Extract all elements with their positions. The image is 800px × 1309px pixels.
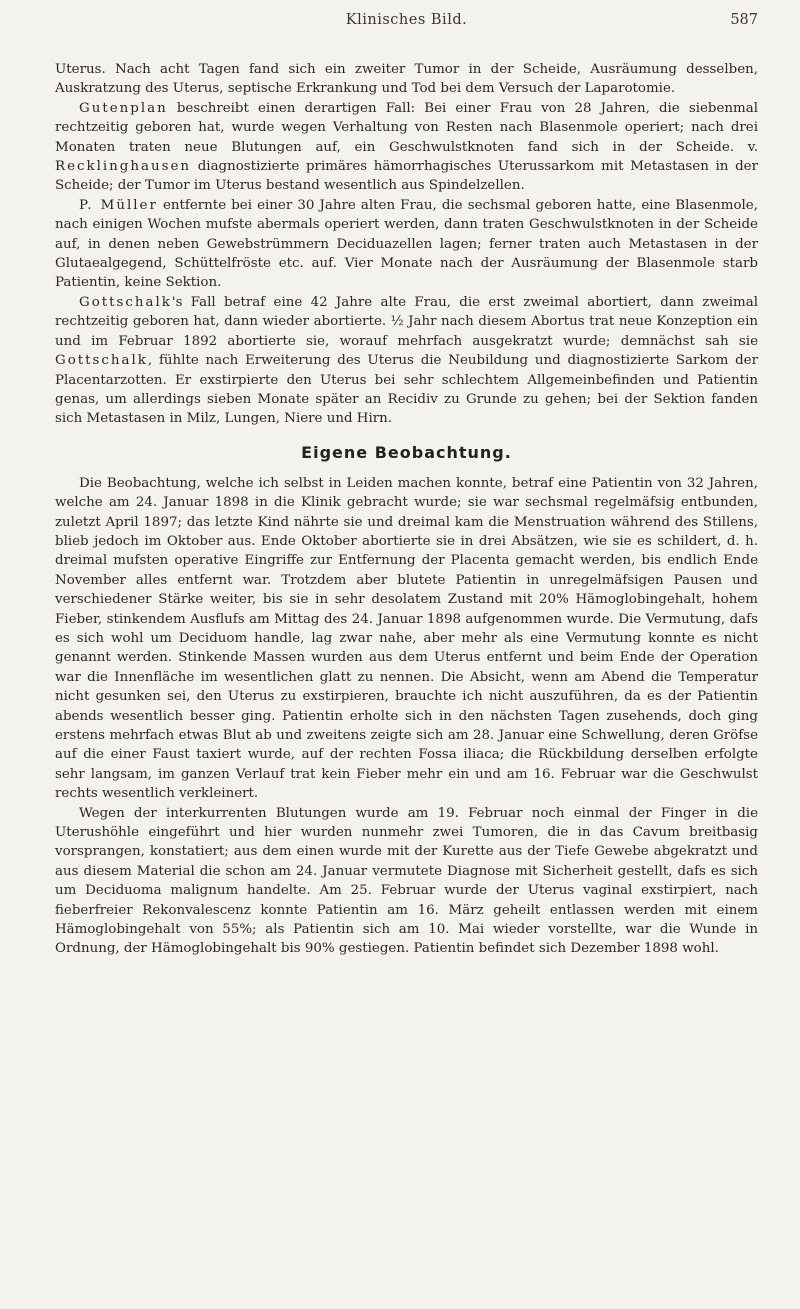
running-head-title: Klinisches Bild. <box>345 12 468 28</box>
paragraph-text: beschreibt einen derartigen Fall: Bei einer Frau von 28 Jahren, die siebenmal rechtzeitig geboren hat, wurde wegen Verhaltung von Resten nach Blasenmole operiert; nach drei Monaten traten neue Blutungen auf, ein Geschwulstknoten fand sich in der Scheide. v. <box>55 100 758 155</box>
paragraph-observation: Die Beobachtung, welche ich selbst in Leiden machen konnte, betraf eine Patientin von 32 Jahren, welche am 24. Januar 1898 in die Klinik gebracht wurde; sie war sechsmal regelmäfsig entbunden, zuletzt April 1897; das letzte Kind nährte sie und dreimal kam die Menstruation während des Stillens, blieb jedoch im Oktober aus. Ende Oktober abortierte sie in drei Absätzen, wie sie es schildert, d. h. dreimal mufsten operative Eingriffe zur Entfernung der Placenta gemacht werden, bis endlich Ende November alles entfernt war. Trotzdem aber blutete Patientin in unregelmäfsigen Pausen und verschiedener Stärke weiter, bis sie in sehr desolatem Zustand mit 20% Hämoglobingehalt, hohem Fieber, stinkendem Ausflufs am Mittag des 24. Januar 1898 aufgenommen wurde. Die Vermutung, dafs es sich wohl um Deciduom handle, lag zwar nahe, aber mehr als eine Vermutung konnte es nicht genannt werden. Stinkende Massen wurden aus dem Uterus entfernt und beim Ende der Operation war die Innenfläche im wesentlichen glatt zu nennen. Die Absicht, wenn am Abend die Temperatur nicht gesunken sei, den Uterus zu exstirpieren, brauchte ich nicht auszuführen, da es der Patientin abends wesentlich besser ging. Patientin erholte sich in den nächsten Tagen zusehends, doch ging erstens mehrfach etwas Blut ab und zweitens zeigte sich am 28. Januar eine Schwellung, deren Gröfse auf die einer Faust taxiert wurde, auf der rechten Fossa iliaca; die Rückbildung derselben erfolgte sehr langsam, im ganzen Verlauf trat kein Fieber mehr ein und am 16. Februar war die Geschwulst rechts wesentlich verkleinert. <box>55 475 758 802</box>
paragraph-mueller <box>55 196 758 293</box>
paragraph-text: 's Fall betraf eine 42 Jahre alte Frau, die erst zweimal abortiert, dann zweimal rechtzeitig geboren hat, dann wieder abortierte. ½ Jahr nach diesem Abortus trat neue Konzeption ein und im Februar 1892 abortierte sie, worauf mehrfach ausgekratzt wurde; demnächst sah sie <box>55 294 758 349</box>
paragraph-gutenplan <box>55 99 758 196</box>
paragraph-followup: Wegen der interkurrenten Blutungen wurde am 19. Februar noch einmal der Finger in die Uterushöhle eingeführt und hier wurden nunmehr zwei Tumoren, die in das Cavum breitbasig vorsprangen, konstatiert; aus dem einen wurde mit der Kurette aus der Tiefe Gewebe abgekratzt und aus diesem Material die schon am 24. Januar vermutete Diagnose mit Sicherheit gestellt, dafs es sich um Deciduoma malignum handelte. Am 25. Februar wurde der Uterus vaginal exstirpiert, nach fieberfreier Rekonvalescenz konnte Patientin am 16. März geheilt entlassen werden mit einem Hämoglobingehalt von 55%; als Patientin sich am 10. Mai wieder vorstellte, war die Wunde in Ordnung, der Hämoglobingehalt bis 90% gestiegen. Patientin befindet sich Dezember 1898 wohl. <box>55 805 758 957</box>
paragraph-continuation: Uterus. Nach acht Tagen fand sich ein zweiter Tumor in der Scheide, Ausräumung desselben, Auskratzung des Uterus, septische Erkrankung und Tod bei dem Versuch der Laparotomie. <box>55 62 758 97</box>
author-name: P. Müller <box>79 197 158 213</box>
author-name: Gottschalk <box>79 294 172 310</box>
section-heading: Eigene Beobachtung. <box>301 442 512 462</box>
page-number: 587 <box>730 12 758 28</box>
paragraph-gottschalk <box>55 293 758 429</box>
running-head <box>55 12 758 38</box>
paragraph-text: , fühlte nach Erweiterung des Uterus die Neubildung und diagnostizierte Sarkom der Placentarzotten. Er exstirpierte den Uterus bei sehr schlechtem Allgemeinbefinden und Patientin genas, um allerdings sieben Monate später an Recidiv zu Grunde zu gehen; bei der Sektion fanden sich Metastasen in Milz, Lungen, Niere und Hirn. <box>55 353 758 427</box>
paragraph-text: diagnostizierte primäres hämorrhagisches Uterussarkom mit Metastasen in der Scheide; der Tumor im Uterus bestand wesentlich aus Spindelzellen. <box>55 159 758 194</box>
author-name: Gutenplan <box>79 100 168 116</box>
paragraph-text: entfernte bei einer 30 Jahre alten Frau, die sechsmal geboren hatte, eine Blasenmole, nach einigen Wochen mufste abermals operiert werden, dann traten Geschwulstknoten in der Scheide auf, in denen neben Gewebstrümmern Deciduazellen lagen; ferner traten auch Metastasen in der Glutaealgegend, Schüttelfröste etc. auf. Vier Monate nach der Ausräumung der Blasenmole starb Patientin, keine Sektion. <box>55 197 758 291</box>
author-name: Gottschalk <box>55 353 148 369</box>
author-name: Recklinghausen <box>55 159 192 175</box>
book-page <box>55 12 758 959</box>
